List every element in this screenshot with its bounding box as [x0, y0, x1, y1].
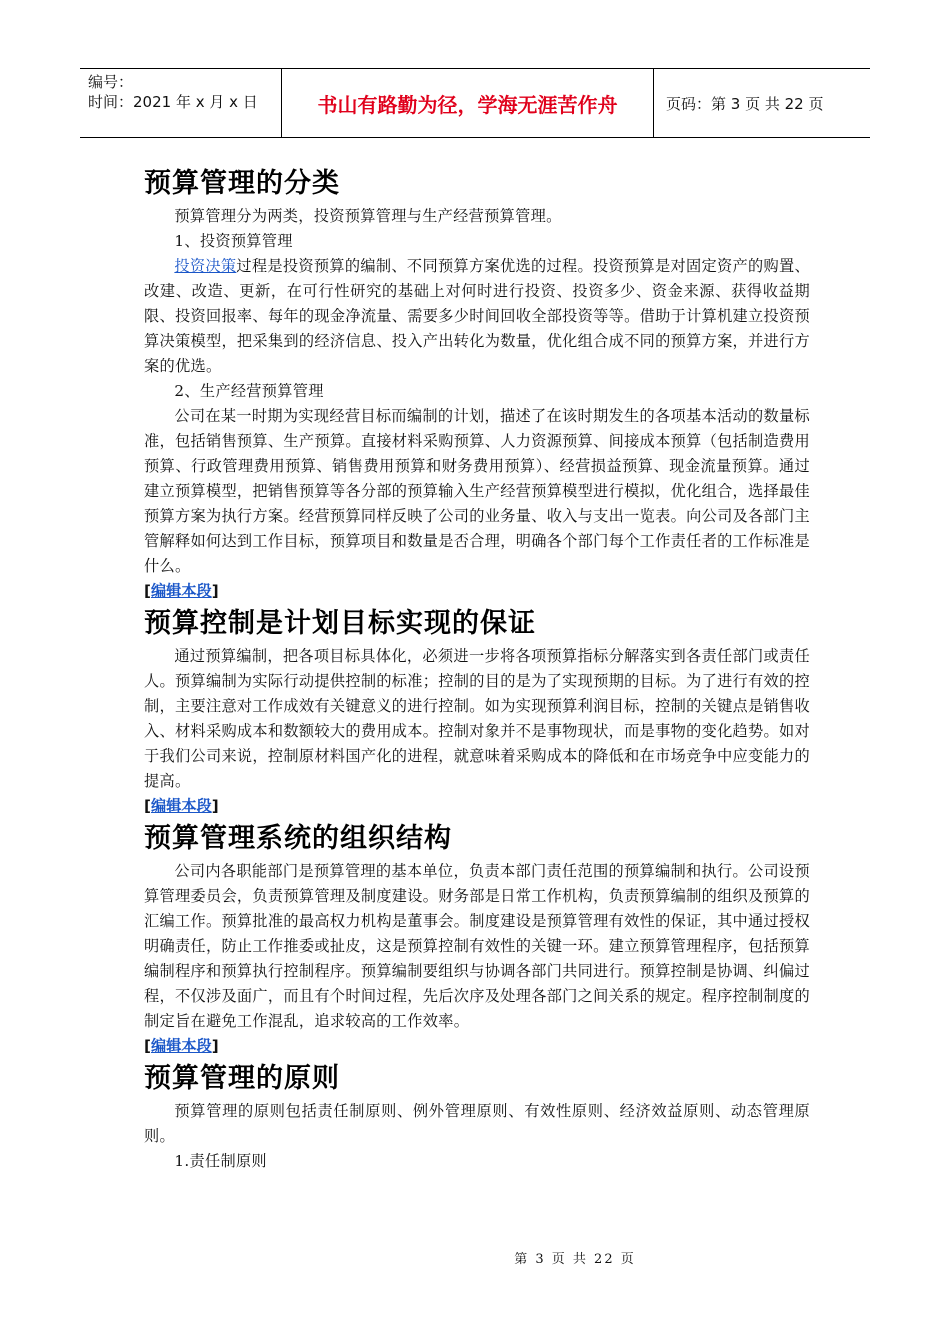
bracket-open: [ — [144, 797, 151, 815]
bracket-close: ] — [211, 797, 219, 815]
edit-section-link-3 — [144, 1034, 810, 1059]
paragraph-text: 过程是投资预算的编制、不同预算方案优选的过程。投资预算是对固定资产的购置、改建、改造、更新，在可行性研究的基础上对何时进行投资、投资多少、资金来源、获得收益期限、投资回报率、每年的现金净流量、需要多少时间回收全部投资等等。借助于计算机建立投资预算决策模型，把采集到的经济信息、投入产出转化为数量，优化组合成不同的预算方案，并进行方案的优选。 — [144, 257, 810, 375]
bracket-close: ] — [211, 1037, 219, 1055]
header-meta — [80, 69, 282, 137]
page-footer — [0, 1248, 950, 1267]
paragraph: 公司内各职能部门是预算管理的基本单位，负责本部门责任范围的预算编制和执行。公司设预算管理委员会，负责预算管理及制度建设。财务部是日常工作机构，负责预算编制的组织及预算的汇编工作。预算批准的最高权力机构是董事会。制度建设是预算管理有效性的保证，其中通过授权明确责任，防止工作推委或扯皮，这是预算控制有效性的关键一环。建立预算管理程序，包括预算编制程序和预算执行控制程序。预算编制要组织与协调各部门共同进行。预算控制是协调、纠偏过程，不仅涉及面广，而且有个时间过程，先后次序及处理各部门之间关系的规定。程序控制制度的制定旨在避免工作混乱，追求较高的工作效率。 — [144, 862, 810, 1030]
bracket-open: [ — [144, 1037, 151, 1055]
edit-link[interactable]: 编辑本段 — [150, 582, 212, 600]
paragraph — [144, 254, 810, 379]
section-title: 预算管理的分类 — [144, 168, 340, 199]
edit-section-link-2 — [144, 794, 810, 819]
document-body — [144, 164, 810, 1174]
paragraph: 预算管理分为两类，投资预算管理与生产经营预算管理。 — [174, 207, 562, 225]
section-title: 预算控制是计划目标实现的保证 — [144, 608, 536, 639]
page-header — [80, 68, 870, 138]
bracket-open: [ — [144, 582, 151, 600]
bracket-close: ] — [211, 582, 219, 600]
list-item: 1、投资预算管理 — [174, 232, 293, 250]
list-item: 2、生产经营预算管理 — [174, 382, 324, 400]
paragraph: 预算管理的原则包括责任制原则、例外管理原则、有效性原则、经济效益原则、动态管理原则。 — [144, 1102, 810, 1145]
section-title: 预算管理系统的组织结构 — [144, 823, 452, 854]
header-page-info: 页码：第 3 页 共 22 页 — [666, 94, 824, 113]
investment-decision-link[interactable]: 投资决策 — [174, 257, 237, 275]
list-item: 1.责任制原则 — [174, 1152, 267, 1170]
edit-section-link-1 — [144, 579, 810, 604]
time-label: 时间：2021 年 x 月 x 日 — [88, 93, 258, 111]
code-label: 编号： — [88, 73, 134, 91]
section-title: 预算管理的原则 — [144, 1063, 340, 1094]
paragraph: 公司在某一时期为实现经营目标而编制的计划，描述了在该时期发生的各项基本活动的数量标准，包括销售预算、生产预算。直接材料采购预算、人力资源预算、间接成本预算（包括制造费用预算、行政管理费用预算、销售费用预算和财务费用预算）、经营损益预算、现金流量预算。通过建立预算模型，把销售预算等各分部的预算输入生产经营预算模型进行模拟，优化组合，选择最佳预算方案为执行方案。经营预算同样反映了公司的业务量、收入与支出一览表。向公司及各部门主管解释如何达到工作目标，预算项目和数量是否合理，明确各个部门每个工作责任者的工作标准是什么。 — [144, 407, 810, 575]
paragraph: 通过预算编制，把各项目标具体化，必须进一步将各项预算指标分解落实到各责任部门或责任人。预算编制为实际行动提供控制的标准；控制的目的是为了实现预期的目标。为了进行有效的控制，主要注意对工作成效有关键意义的进行控制。如为实现预算利润目标，控制的关键点是销售收入、材料采购成本和数额较大的费用成本。控制对象并不是事物现状，而是事物的变化趋势。如对于我们公司来说，控制原材料国产化的进程，就意味着采购成本的降低和在市场竞争中应变能力的提高。 — [144, 647, 810, 790]
header-motto: 书山有路勤为径，学海无涯苦作舟 — [282, 69, 654, 137]
edit-link[interactable]: 编辑本段 — [150, 1037, 212, 1055]
edit-link[interactable]: 编辑本段 — [150, 797, 212, 815]
footer-page-number: 第 3 页 共 22 页 — [514, 1252, 636, 1267]
